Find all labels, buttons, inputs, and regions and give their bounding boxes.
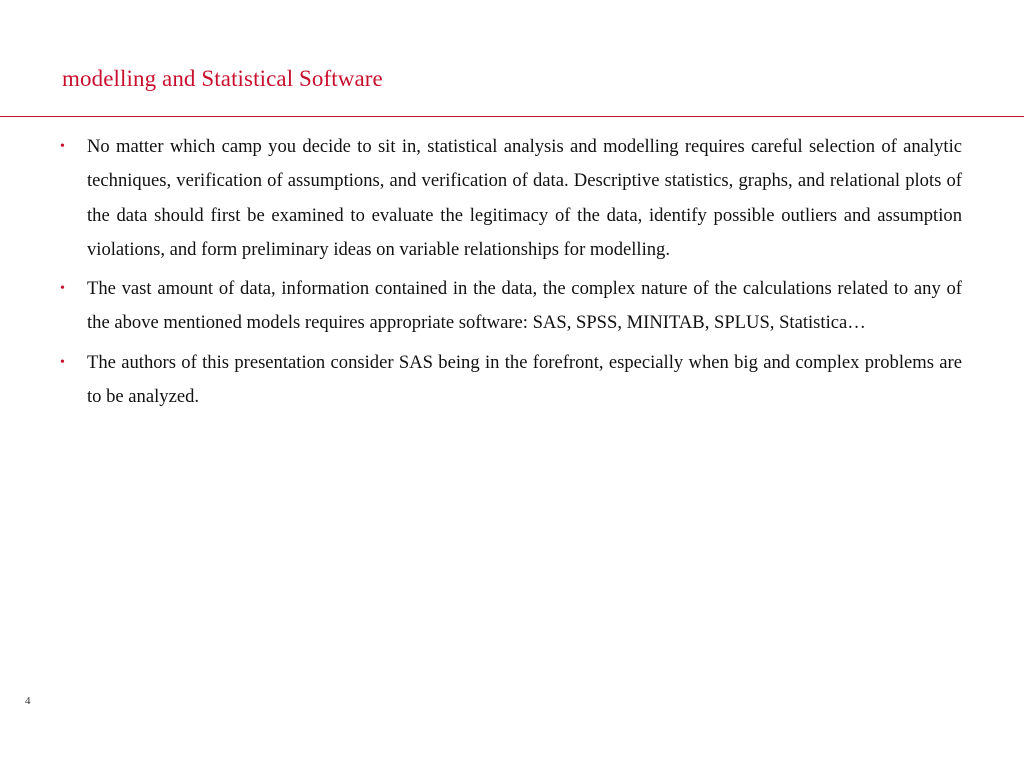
bullet-text: No matter which camp you decide to sit in, statistical analysis and modelling requires careful selection of analytic techniques, verification of assumptions, and verification of data. Descriptive statistics, graphs, and relational plots of the data should first be examined to evaluate the legitimacy of the data, identify possible outliers and assumption violations, and form preliminary ideas on variable relationships for modelling. — [87, 136, 962, 260]
bullet-item — [60, 272, 962, 341]
slide-title: modelling and Statistical Software — [62, 66, 383, 91]
bullet-dot-icon: • — [60, 354, 65, 370]
bullet-list — [60, 130, 962, 419]
bullet-item — [60, 346, 962, 415]
bullet-text: The authors of this presentation consider SAS being in the forefront, especially when big and complex problems are to be analyzed. — [87, 351, 962, 408]
page-number: 4 — [25, 695, 31, 707]
bullet-item — [60, 130, 962, 267]
title-divider — [0, 116, 1024, 117]
bullet-dot-icon: • — [60, 139, 65, 154]
bullet-dot-icon: • — [60, 281, 65, 297]
bullet-text: The vast amount of data, information contained in the data, the complex nature of the calculations related to any of the above mentioned models requires appropriate software: SAS, SPSS, MINITAB, SPLUS, Statistica… — [87, 278, 962, 334]
